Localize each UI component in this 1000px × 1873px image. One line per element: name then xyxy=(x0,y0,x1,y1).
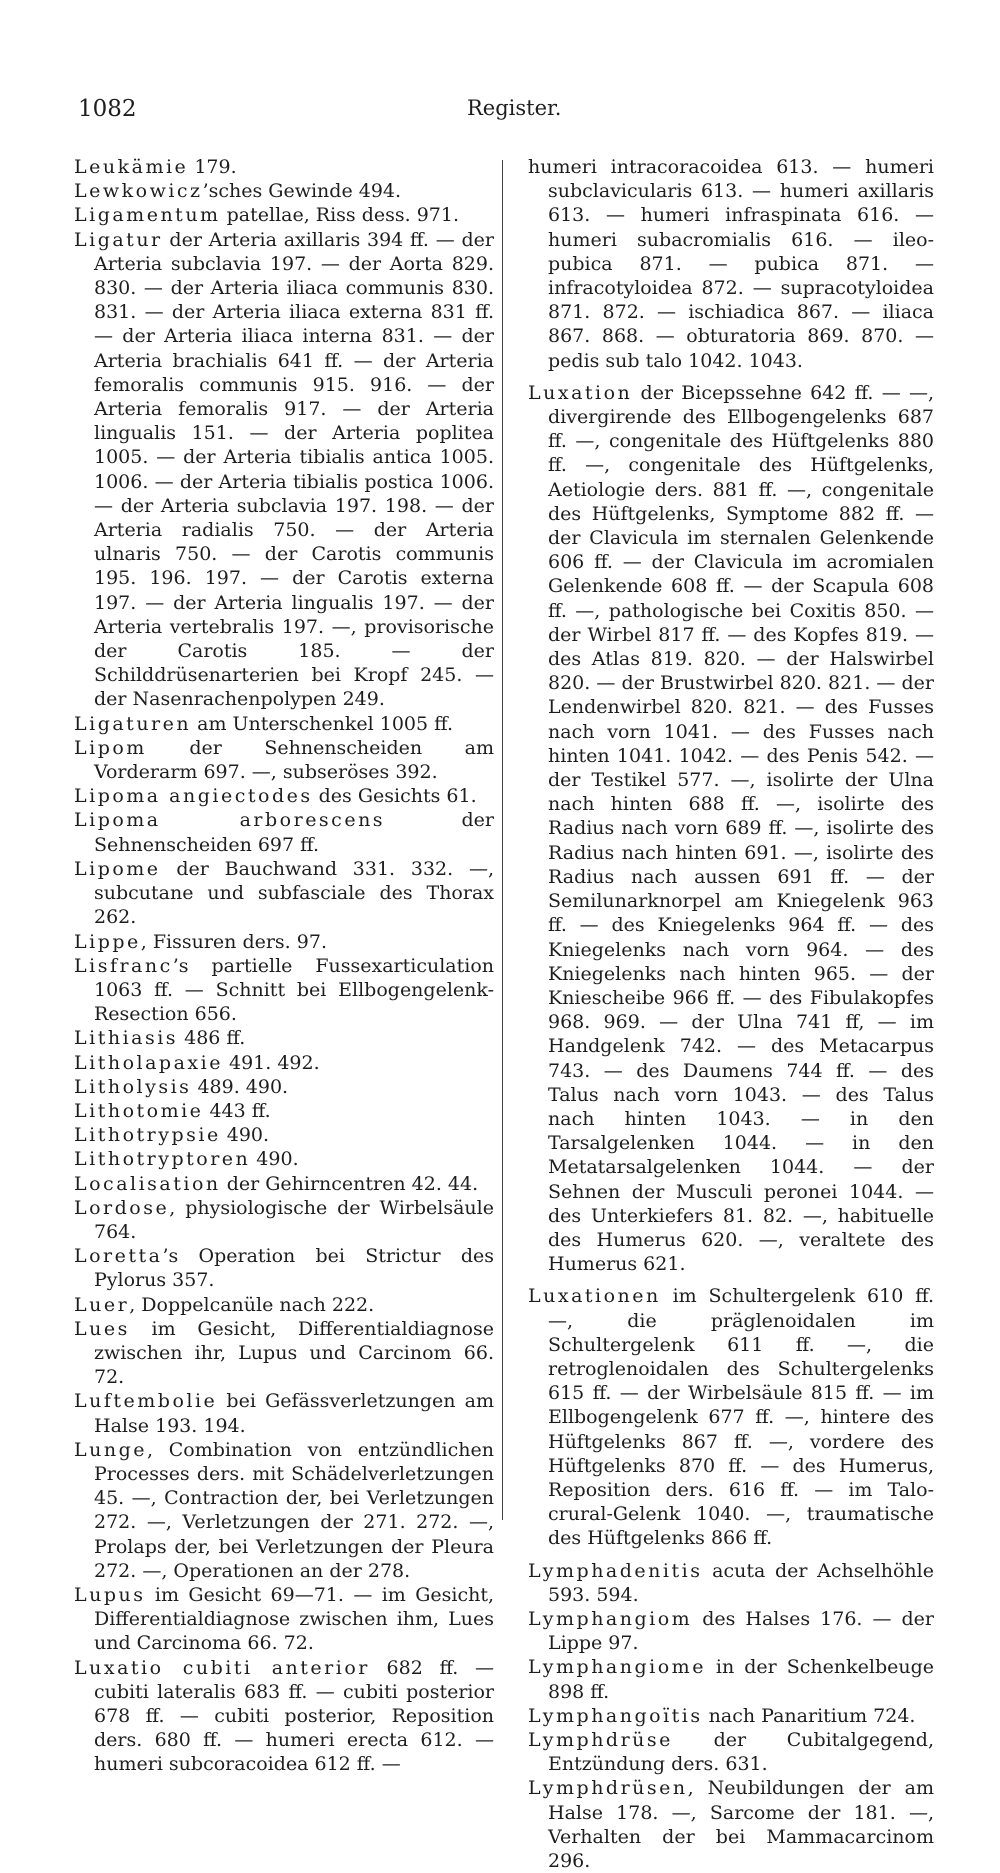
index-term: Luxation xyxy=(528,381,633,404)
index-term: Litholysis xyxy=(74,1075,192,1098)
index-references: im Gesicht 69—71. — im Gesicht, Differentialdiagnose zwischen ihm, Lues und Carcinoma 66. 72. xyxy=(94,1583,494,1655)
index-entry xyxy=(74,930,494,954)
index-entry xyxy=(528,1607,934,1655)
index-entry xyxy=(74,228,494,712)
index-entry xyxy=(74,179,494,203)
page-number: 1082 xyxy=(78,96,137,122)
index-term: Lipoma angiectodes xyxy=(74,785,313,808)
index-references: , physiologische der Wirbelsäule 764. xyxy=(94,1196,494,1243)
index-entry xyxy=(74,1026,494,1050)
running-head: Register. xyxy=(467,96,562,120)
index-entry xyxy=(74,1438,494,1583)
index-term: Lithotryptoren xyxy=(74,1148,251,1171)
index-term: Lewkowicz xyxy=(74,180,203,203)
index-references: der Arteria axillaris 394 ff. — der Arteria subclavia 197. — der Aorta 829. 830. — der Arteria iliaca communis 830. 831. — der Arteria iliaca externa 831 ff. — der Arteria iliaca interna 831. — der Arteria brachialis 641 ff. — der Arteria femoralis communis 915. 916. — der Arteria femoralis 917. — der Arteria lingualis 151. — der Arteria poplitea 1005. — der Arteria tibialis antica 1005. 1006. — der Arteria tibialis postica 1006. — der Arteria subclavia 197. 198. — der Arteria radialis 750. — der Arteria ulnaris 750. — der Carotis communis 195. 196. 197. — der Carotis externa 197. — der Arteria lingualis 197. — der Arteria vertebralis 197. —, provisorische der Carotis 185. — der Schilddrüsenarterien bei Kropf 245. — der Nasenrachenpolypen 249. xyxy=(94,228,494,711)
index-entry xyxy=(74,954,494,1027)
index-references: ’s Operation bei Strictur des Pylorus 357. xyxy=(94,1245,494,1292)
index-term: Lithotomie xyxy=(74,1099,204,1122)
index-references: der Bauchwand 331. 332. —, subcutane und subfasciale des Thorax 262. xyxy=(94,857,494,929)
index-entry xyxy=(528,1284,934,1550)
index-term: Lipoma arborescens xyxy=(74,809,386,832)
index-term: Lymphadenitis xyxy=(528,1559,703,1582)
index-term: Lipom xyxy=(74,736,147,759)
index-references: nach Panaritium 724. xyxy=(702,1704,916,1727)
index-entry xyxy=(74,857,494,930)
index-references: bei Gefässverletzungen am Halse 193. 194. xyxy=(94,1390,494,1437)
index-references: 490. xyxy=(250,1148,299,1171)
index-term: Luxationen xyxy=(528,1285,661,1308)
index-references: der Gehirncentren 42. 44. xyxy=(220,1172,479,1195)
index-entry xyxy=(528,381,934,1277)
index-references: des Halses 176. — der Lippe 97. xyxy=(548,1607,934,1655)
left-column xyxy=(74,155,494,1777)
right-column xyxy=(528,155,934,1873)
index-references: 491. 492. xyxy=(222,1051,320,1074)
index-entry xyxy=(74,1389,494,1437)
index-term: Ligatur xyxy=(74,228,163,251)
index-entry xyxy=(74,1147,494,1171)
index-term: Lupus xyxy=(74,1583,146,1606)
index-term: Ligaturen xyxy=(74,712,192,735)
index-references: 490. xyxy=(220,1124,270,1147)
index-references: der Sehnenscheiden 697 ff. xyxy=(94,809,495,856)
index-term: Lordose xyxy=(74,1196,170,1219)
index-entry xyxy=(74,1317,494,1390)
index-term: Lippe xyxy=(74,930,141,953)
index-references: ’sches Gewinde 494. xyxy=(202,180,402,203)
index-references: acuta der Achselhöhle 593. 594. xyxy=(548,1559,934,1606)
index-references: in der Schenkelbeuge 898 ff. xyxy=(548,1656,934,1703)
index-references: 486 ff. xyxy=(178,1027,246,1050)
index-references: der Cubitalgegend, Entzündung ders. 631. xyxy=(548,1729,934,1776)
index-entry xyxy=(74,1583,494,1656)
index-entry xyxy=(528,1704,934,1728)
index-entry xyxy=(74,736,494,784)
column-divider xyxy=(502,160,503,1520)
index-entry xyxy=(74,1051,494,1075)
index-entry xyxy=(74,808,494,856)
index-entry xyxy=(74,1075,494,1099)
index-entry xyxy=(74,1293,494,1317)
index-entry xyxy=(74,1196,494,1244)
index-references: , Neubildungen der am Halse 178. —, Sarcome der 181. —, Verhalten der bei Mammacarcinom 296. xyxy=(548,1777,934,1873)
index-term: Leukämie xyxy=(74,156,189,178)
page-header xyxy=(0,96,1000,132)
index-references: 682 ff. — cubiti lateralis 683 ff. — cubiti posterior 678 ff. — cubiti posterior, Reposition ders. 680 ff. — humeri erecta 612. — humeri subcoracoidea 612 ff. — xyxy=(94,1656,494,1776)
index-term: Lymphangoïtis xyxy=(528,1704,703,1727)
index-references: 179. xyxy=(188,156,237,178)
index-entry xyxy=(74,1123,494,1147)
index-entry xyxy=(74,1244,494,1292)
index-entry xyxy=(528,1728,934,1776)
index-term: Lunge xyxy=(74,1438,147,1461)
index-references: ’s partielle Fussexarticulation 1063 ff. — Schnitt bei Ellbogengelenk-Resection 656. xyxy=(94,954,494,1026)
index-references: , Doppelcanüle nach 222. xyxy=(129,1293,375,1316)
index-entry xyxy=(74,712,494,736)
index-references: 443 ff. xyxy=(203,1099,271,1122)
index-entry xyxy=(74,1172,494,1196)
index-entry xyxy=(74,203,494,227)
index-references: der Sehnenscheiden am Vorderarm 697. —, subseröses 392. xyxy=(94,736,494,784)
index-references: 489. 490. xyxy=(191,1075,289,1098)
index-entry xyxy=(74,155,494,179)
index-references: humeri intracoracoidea 613. — humeri subclavicularis 613. — humeri axillaris 613. — humeri infraspinata 616. — humeri subacromialis 616. — ileo-pubica 871. — pubica 871. — infracotyloidea 872. — supracotyloidea 871. 872. — ischiadica 867. — iliaca 867. 868. — obturatoria 869. 870. — pedis sub talo 1042. 1043. xyxy=(528,156,934,372)
index-term: Luer xyxy=(74,1293,130,1316)
index-references: im Schultergelenk 610 ff. —, die präglenoidalen im Schultergelenk 611 ff. —, die retroglenoidalen des Schultergelenks 615 ff. — der Wirbelsäule 815 ff. — im Ellbogengelenk 677 ff. —, hintere des Hüftgelenks 867 ff. —, vordere des Hüftgelenks 870 ff. — des Humerus, Reposition ders. 616 ff. — im Talo-crural-Gelenk 1040. —, traumatische des Hüftgelenks 866 ff. xyxy=(548,1285,934,1550)
index-term: Luftembolie xyxy=(74,1390,218,1413)
index-references: des Gesichts 61. xyxy=(312,785,477,808)
index-term: Lipome xyxy=(74,857,161,880)
index-term: Lymphdrüsen xyxy=(528,1777,688,1800)
index-entry xyxy=(528,1559,934,1607)
index-references: im Gesicht, Differentialdiagnose zwischen ihr, Lupus und Carcinom 66. 72. xyxy=(94,1317,494,1389)
index-term: Lymphangiom xyxy=(528,1607,693,1630)
index-entry xyxy=(74,1656,494,1777)
index-entry xyxy=(528,155,934,373)
index-term: Lues xyxy=(74,1317,130,1340)
index-term: Litholapaxie xyxy=(74,1051,223,1074)
index-references: , Combination von entzündlichen Processes ders. mit Schädelverletzungen 45. —, Contraction der, bei Verletzungen 272. —, Verletzungen der 271. 272. —, Prolaps der, bei Verletzungen der Pleura 272. —, Operationen an der 278. xyxy=(94,1438,494,1582)
index-entry xyxy=(74,784,494,808)
index-references: am Unterschenkel 1005 ff. xyxy=(191,712,453,735)
index-references: , Fissuren ders. 97. xyxy=(140,930,327,953)
index-term: Ligamentum xyxy=(74,204,221,227)
index-entry xyxy=(528,1655,934,1703)
index-term: Lymphangiome xyxy=(528,1656,706,1679)
index-references: der Bicepssehne 642 ff. — —, divergirende des Ellbogengelenks 687 ff. —, congenitale des Hüftgelenks 880 ff. —, congenitale des Hüftgelenks, Aetiologie ders. 881 ff. —, congenitale des Hüftgelenks, Symptome 882 ff. — der Clavicula im sternalen Gelenkende 606 ff. — der Clavicula im acromialen Gelenkende 608 ff. — der Scapula 608 ff. —, pathologische bei Coxitis 850. — der Wirbel 817 ff. — des Kopfes 819. — des Atlas 819. 820. — der Halswirbel 820. — der Brustwirbel 820. 821. — der Lendenwirbel 820. 821. — des Fusses nach vorn 1041. — des Fusses nach hinten 1041. 1042. — des Penis 542. — der Testikel 577. —, isolirte der Ulna nach hinten 688 ff. —, isolirte des Radius nach vorn 689 ff. —, isolirte des Radius nach hinten 691. —, isolirte des Radius nach aussen 691 ff. — der Semilunarknorpel am Kniegelenk 963 ff. — des Kniegelenks 964 ff. — des Kniegelenks nach vorn 964. — des Kniegelenks nach hinten 965. — der Kniescheibe 966 ff. — des Fibulakopfes 968. 969. — der Ulna 741 ff, — im Handgelenk 742. — des Metacarpus 743. — des Daumens 744 ff. — des Talus nach vorn 1043. — des Talus nach hinten 1043. — in den Tarsalgelenken 1044. — in den Metatarsalgelenken 1044. — der Sehnen der Musculi peronei 1044. — des Unterkiefers 81. 82. —, habituelle des Humerus 620. —, veraltete des Humerus 621. xyxy=(548,381,934,1276)
index-references: patellae, Riss dess. 971. xyxy=(220,204,460,227)
index-term: Lisfranc xyxy=(74,954,173,977)
index-term: Loretta xyxy=(74,1245,163,1268)
index-term: Localisation xyxy=(74,1172,221,1195)
index-entry xyxy=(74,1099,494,1123)
index-term: Luxatio cubiti anterior xyxy=(74,1656,370,1679)
index-term: Lymphdrüse xyxy=(528,1729,673,1751)
index-term: Lithiasis xyxy=(74,1027,179,1050)
index-term: Lithotrypsie xyxy=(74,1124,221,1147)
index-entry xyxy=(528,1776,934,1873)
